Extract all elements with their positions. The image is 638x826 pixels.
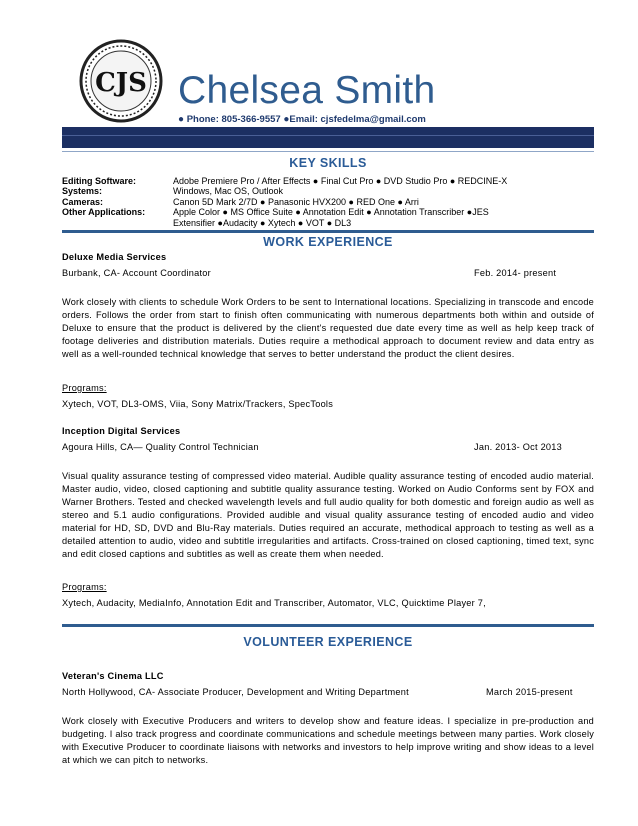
bullet-icon: ●: [178, 114, 185, 125]
candidate-name: Chelsea Smith: [178, 69, 436, 112]
skills-label: Systems:: [62, 186, 103, 197]
skills-label: Other Applications:: [62, 207, 146, 218]
job-company: Deluxe Media Services: [62, 252, 167, 262]
skills-value: Apple Color ● MS Office Suite ● Annotation Edit ● Annotation Transcriber ●JES: [173, 207, 489, 218]
contact-line: [178, 114, 426, 126]
programs-label: Programs:: [62, 383, 107, 393]
job-company: Inception Digital Services: [62, 426, 181, 436]
volunteer-experience-heading: VOLUNTEER EXPERIENCE: [243, 635, 413, 649]
job-description: Work closely with clients to schedule Work Orders to be sent to International locations. Specializing in transcode and encode orders. Follows the order from start to finish often communicating with numerous departments both within and outside of Deluxe to ensure that the product is delivered by the client's requested due date every time as well as help keep track of footage deliveries and distribution materials. Duties require a methodical approach to document review and data entry as well as a well-rounded technical knowledge that serves to better understand the product the client desires.: [62, 297, 594, 359]
programs-list: Xytech, Audacity, MediaInfo, Annotation Edit and Transcriber, Automator, VLC, Quicktime Player 7,: [62, 598, 486, 608]
job-title: Burbank, CA- Account Coordinator: [62, 268, 211, 278]
divider: [62, 151, 594, 152]
volunteer-description: Work closely with Executive Producers and writers to develop show and feature ideas. I specialize in pre-production and budgeting. I also track progress and coordinate communications and schedule meetings between many parties. Work closely with Executive Producer to coordinate liaisons with networks and investors to help improve writing and show ideas to a level at which we can pitch to networks.: [62, 716, 594, 765]
header-banner: [62, 127, 594, 148]
logo-text: CJS: [95, 68, 147, 98]
skills-value: Windows, Mac OS, Outlook: [173, 186, 284, 197]
job-date: Feb. 2014- present: [474, 268, 557, 278]
section-divider: [62, 624, 594, 627]
job-title: Agoura Hills, CA— Quality Control Technician: [62, 442, 259, 452]
volunteer-date: March 2015-present: [486, 687, 573, 697]
programs-list: Xytech, VOT, DL3-OMS, Viia, Sony Matrix/Trackers, SpecTools: [62, 399, 334, 409]
skills-label: Editing Software:: [62, 176, 136, 186]
email-text[interactable]: Email: cjsfedelma@gmail.com: [289, 114, 426, 125]
bullet-icon: ●: [283, 114, 290, 125]
phone-text: Phone: 805-366-9557: [186, 114, 281, 125]
programs-label: Programs:: [62, 582, 107, 592]
skills-label: Cameras:: [62, 196, 104, 207]
skills-value: Extensifier ●Audacity ● Xytech ● VOT ● DL3: [173, 217, 352, 228]
work-experience-heading: WORK EXPERIENCE: [263, 235, 393, 249]
job-description: Visual quality assurance testing of compressed video material. Audible quality assurance testing of encoded audio material. Master audio, video, closed captioning and subtitle quality assurance testing. Worked on Audio Conforms sent by FOX and Warner Brothers. Tested and checked wavelength levels and full audio quality for both domestic and foreign audio as well as stereo and 5.1 audio configurations. Provided audible and visual quality assurance testing of encoded audio and video material for HD, SD, DVD and Blu-Ray materials. Duties required an accurate, methodical approach to testing as well as a detailed attention to audio, video and subtitle irregularities and artifacts. Cross-trained on closed captioning, timed text, sync and edit closed captions and subtitles as well as create them when needed.: [62, 471, 594, 559]
section-divider: [62, 230, 594, 233]
skills-value: Canon 5D Mark 2/7D ● Panasonic HVX200 ● RED One ● Arri: [173, 196, 419, 207]
job-date: Jan. 2013- Oct 2013: [474, 442, 563, 452]
volunteer-title: North Hollywood, CA- Associate Producer, Development and Writing Department: [62, 687, 409, 697]
volunteer-org: Veteran's Cinema LLC: [62, 671, 164, 681]
key-skills-heading: KEY SKILLS: [289, 156, 367, 170]
logo: [78, 38, 164, 124]
skills-value: Adobe Premiere Pro / After Effects ● Final Cut Pro ● DVD Studio Pro ● REDCINE-X: [173, 176, 508, 186]
